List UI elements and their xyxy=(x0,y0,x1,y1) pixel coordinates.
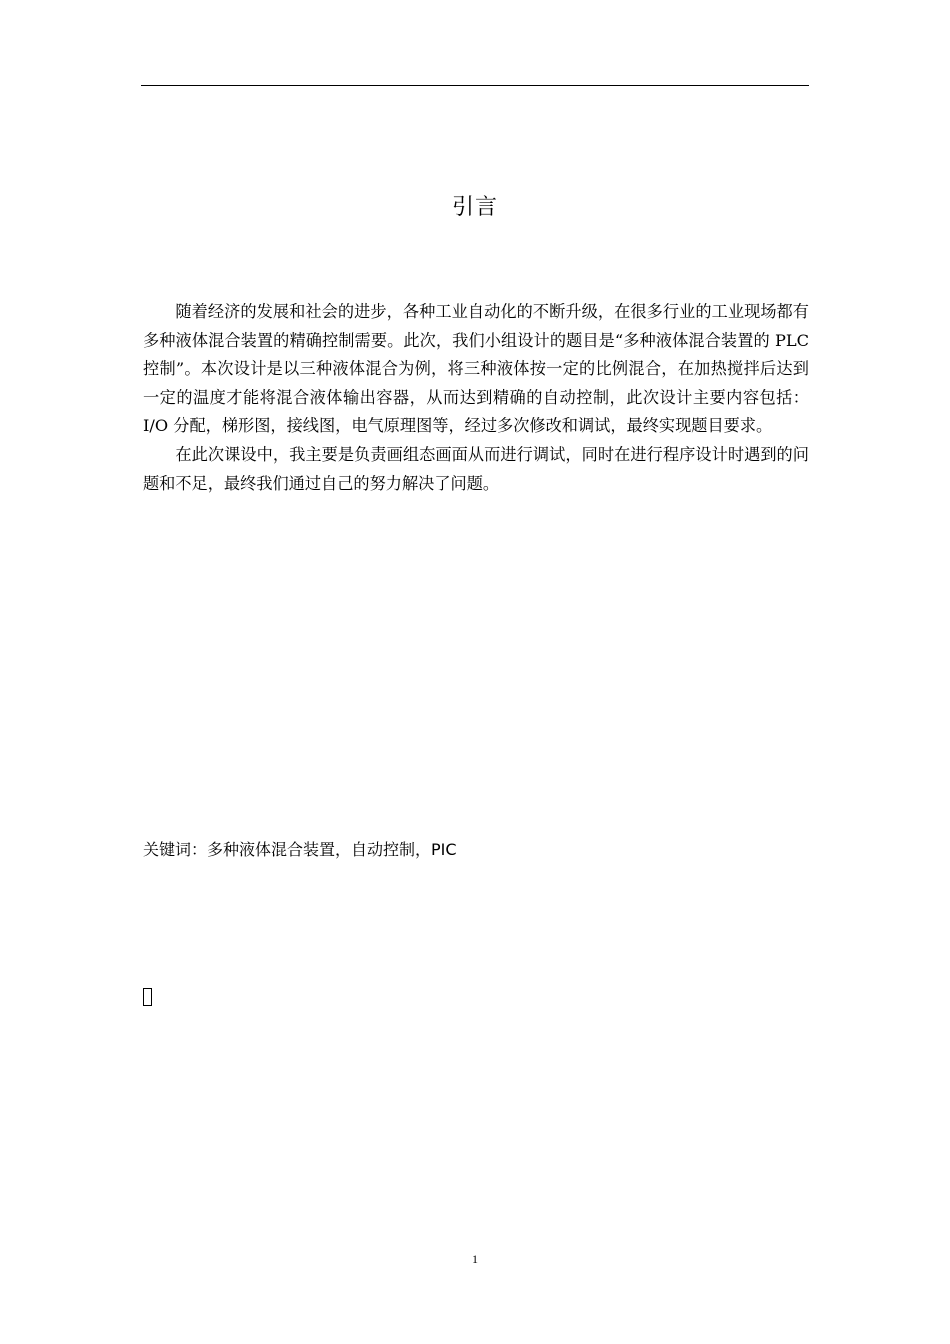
keywords: 关键词：多种液体混合装置，自动控制，PIC xyxy=(143,840,457,859)
missing-glyph-box-icon xyxy=(143,988,152,1006)
body-text xyxy=(143,298,809,498)
paragraph-1: 随着经济的发展和社会的进步，各种工业自动化的不断升级，在很多行业的工业现场都有多种液体混合装置的精确控制需要。此次，我们小组设计的题目是“多种液体混合装置的 PLC 控制”。本次设计是以三种液体混合为例，将三种液体按一定的比例混合，在加热搅拌后达到一定的温度才能将混合液体输出容器，从而达到精确的自动控制，此次设计主要内容包括：I/O 分配，梯形图，接线图，电气原理图等，经过多次修改和调试，最终实现题目要求。 xyxy=(143,302,809,436)
page-title: 引言 xyxy=(451,195,498,220)
page-number: 1 xyxy=(472,1252,478,1266)
header-rule xyxy=(141,85,809,86)
paragraph-2: 在此次课设中，我主要是负责画组态画面从而进行调试，同时在进行程序设计时遇到的问题和不足，最终我们通过自己的努力解决了问题。 xyxy=(143,444,809,493)
